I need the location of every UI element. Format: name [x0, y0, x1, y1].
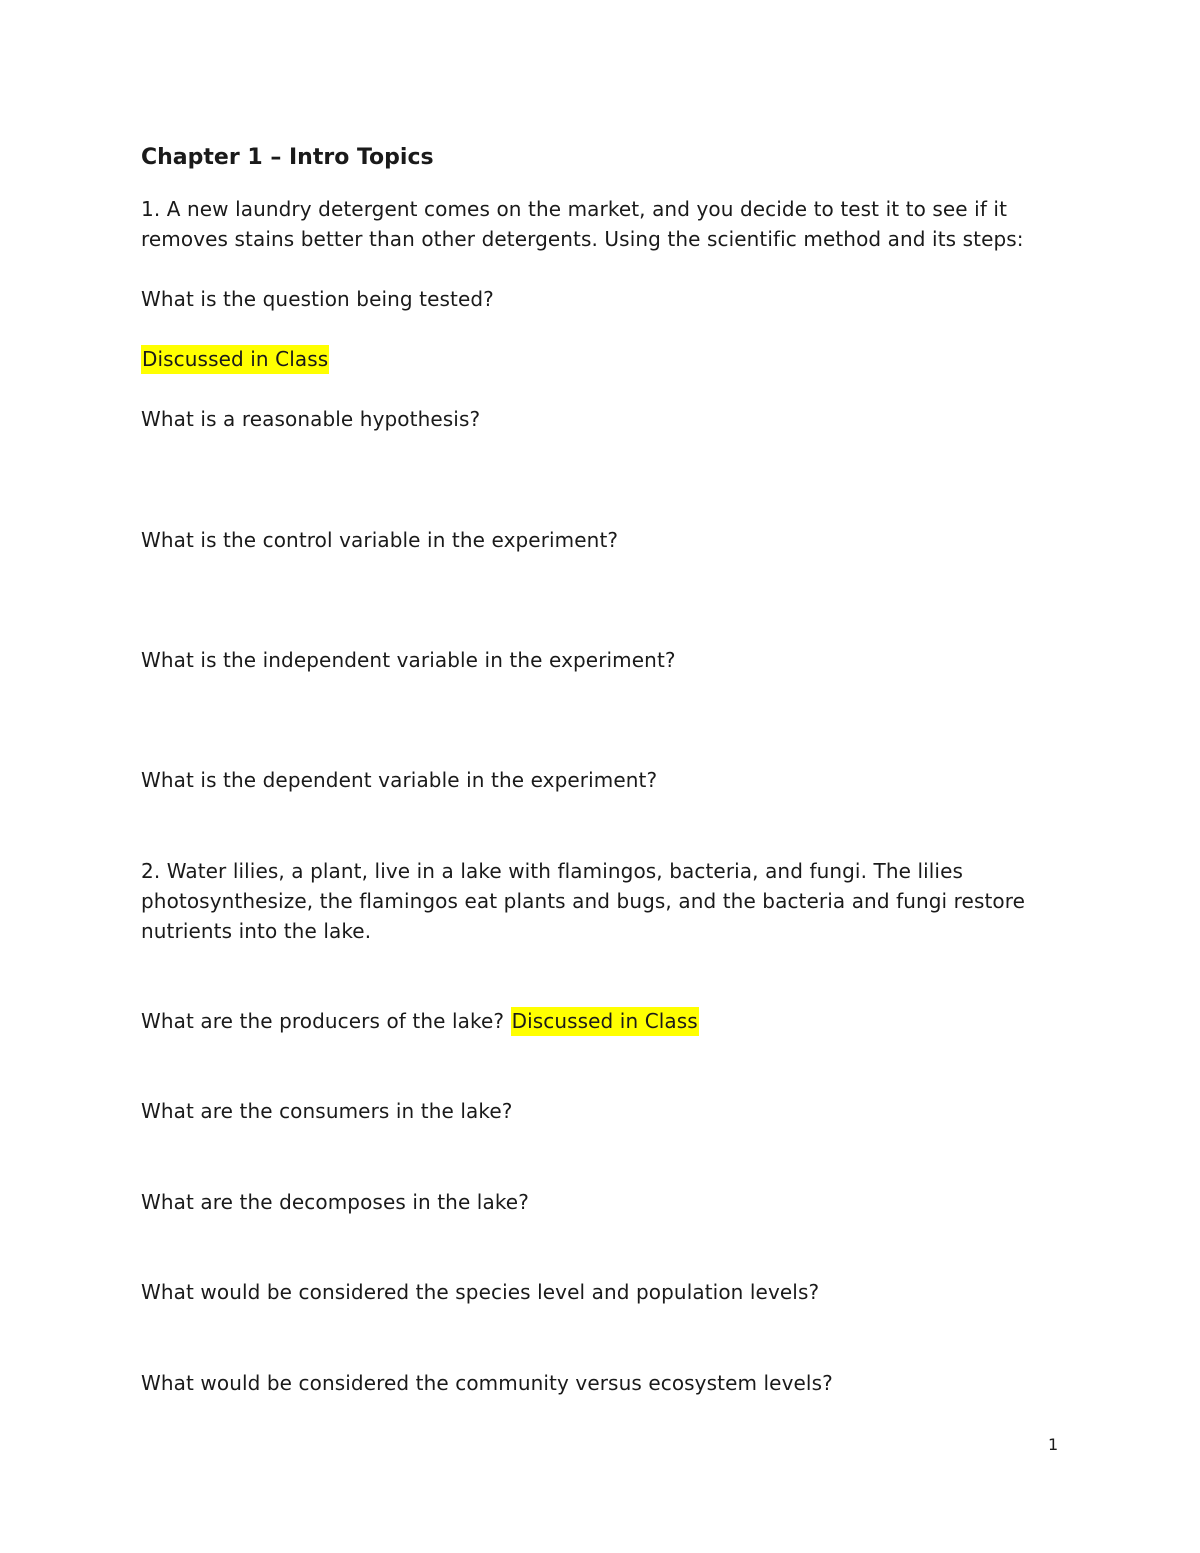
highlighted-answer: Discussed in Class [141, 345, 329, 374]
control-variable-question: What is the control variable in the experiment? [141, 528, 619, 552]
producers-question: What are the producers of the lake? [141, 1009, 505, 1033]
species-population-question: What would be considered the species level and population levels? [141, 1280, 820, 1304]
community-ecosystem-question: What would be considered the community versus ecosystem levels? [141, 1371, 833, 1395]
independent-variable-question: What is the independent variable in the experiment? [141, 648, 676, 672]
consumers-question: What are the consumers in the lake? [141, 1099, 513, 1123]
decomposes-question: What are the decomposes in the lake? [141, 1190, 529, 1214]
q2-intro-line-2: photosynthesize, the flamingos eat plants and bugs, and the bacteria and fungi restore [141, 889, 1026, 913]
q1-intro-line-2: removes stains better than other detergents. Using the scientific method and its steps: [141, 227, 1024, 251]
chapter-title: Chapter 1 – Intro Topics [141, 145, 434, 170]
q2-intro-line-1: 2. Water lilies, a plant, live in a lake with flamingos, bacteria, and fungi. The lilies [141, 859, 964, 883]
question-tested: What is the question being tested? [141, 287, 494, 311]
q2-intro-line-3: nutrients into the lake. [141, 919, 372, 943]
answer-highlight-1 [141, 344, 329, 374]
producers-question-line [141, 1006, 699, 1036]
q1-intro-line-1: 1. A new laundry detergent comes on the market, and you decide to test it to see if it [141, 197, 1008, 221]
dependent-variable-question: What is the dependent variable in the experiment? [141, 768, 658, 792]
page-number: 1 [1048, 1435, 1059, 1454]
hypothesis-question: What is a reasonable hypothesis? [141, 407, 481, 431]
highlighted-answer: Discussed in Class [511, 1007, 699, 1036]
